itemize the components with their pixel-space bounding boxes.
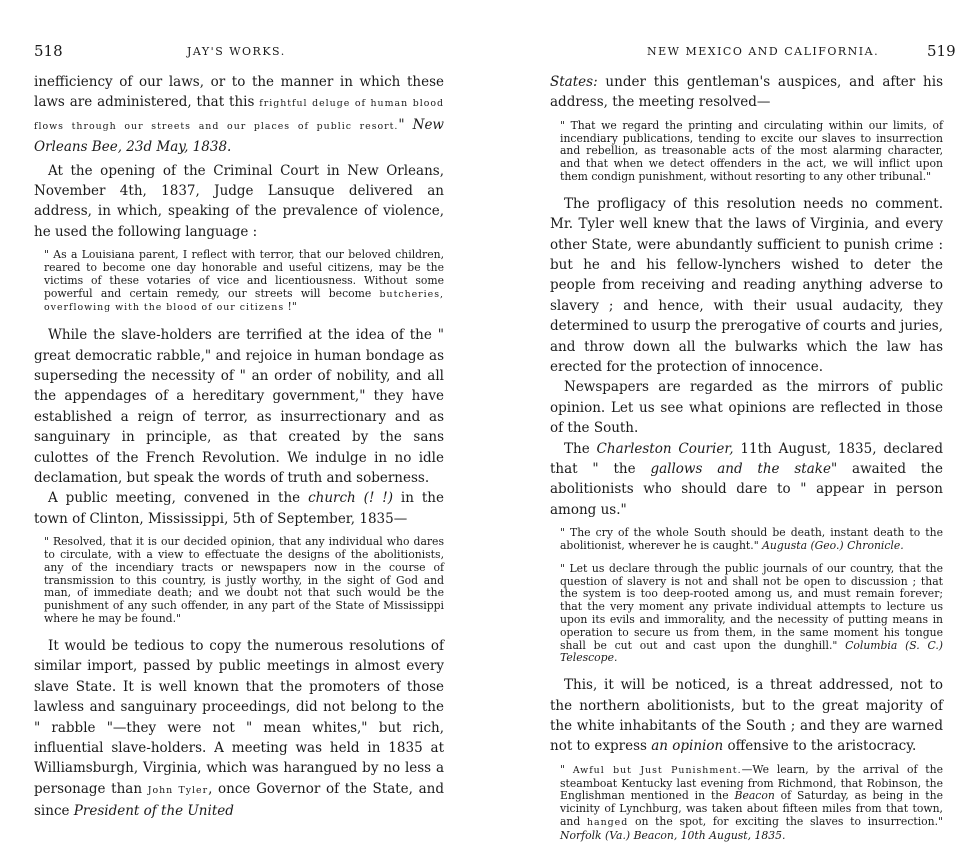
page-number: 519 (927, 42, 956, 60)
paragraph: The profligacy of this resolution needs no comment. Mr. Tyler well knew that the laws of Virginia, and every other State, were abundantly sufficient to punish crime : but he and his fellow-lynchers wished to deter the people from receiving and reading anything adverse to slavery ; and hence, with their usual audacity, they determined to usurp the prerogative of courts and juries, and throw down all the bulwarks which the law has erected for the protection of innocence. (550, 195, 943, 376)
paragraph: It would be tedious to copy the numerous resolutions of similar import, passed by public meetings in almost every slave State. It is well known that the promoters of those lawless and sanguinary proceedings, did not belong to the " rabble "—they were not " mean whites," but rich, influential slave-holders. A meeting was held in 1835 at Williamsburgh, Virginia, which was harangued by no less a personage than John Tyler, once Governor of the State, and since President of the United (34, 637, 444, 820)
quotation: " The cry of the whole South should be death, instant death to the abolitionist, wherever he is caught." Augusta (Geo.) Chronicle. (560, 526, 943, 553)
paragraph: This, it will be noticed, is a threat addressed, not to the northern abolitionists, but to the great majority of the white inhabitants of the South ; and they are warned not to express an opinion offensive to the aristocracy. (550, 677, 943, 755)
quotation: " That we regard the printing and circulating within our limits, of incendiary publications, tending to excite our slaves to insurrection and rebellion, as treasonable acts of the most alarming character, and that when we detect offenders in the act, we will inflict upon them condign punishment, without resorting to any other tribunal." (560, 118, 943, 183)
paragraph: States: under this gentleman's auspices, and after his address, the meeting resolved— (550, 74, 943, 111)
right-page (490, 0, 980, 842)
paragraph: While the slave-holders are terrified at the idea of the " great democratic rabble," and rejoice in human bondage as superseding the necessity of " an order of nobility, and all the appendages of a hereditary government," they have established a reign of terror, as insurrectionary and as sanguinary in principle, as that created by the sans culottes of the French Revolution. We indulge in no idle declamation, but speak the words of truth and soberness. (34, 327, 444, 487)
running-head: NEW MEXICO AND CALIFORNIA. (647, 45, 880, 58)
running-head: JAY'S WORKS. (187, 45, 286, 58)
paragraph: A public meeting, convened in the church (! !) in the town of Clinton, Mississippi, 5th of September, 1835— (34, 490, 444, 527)
quotation: " As a Louisiana parent, I reflect with terror, that our beloved children, reared to become one day honorable and useful citizens, may be the victims of these votaries of vice and licentiousness. Without some powerful and certain remedy, our streets will become butcheries, overflowing with the blood of our citizens !" (44, 248, 444, 314)
quotation: " Awful but Just Punishment.—We learn, by the arrival of the steamboat Kentucky last evening from Richmond, that Robinson, the Englishman mentioned in the Beacon of Saturday, as being in the vicinity of Lynchburg, was taken about fifteen miles from that town, and hanged on the spot, for exciting the slaves to insurrection." Norfolk (Va.) Beacon, 10th August, 1835. (560, 762, 944, 842)
left-page (0, 0, 490, 820)
paragraph: inefficiency of our laws, or to the manner in which these laws are administered, that this frightful deluge of human blood flows through our streets and our places of public resort." New Orleans Bee, 23d May, 1838. (34, 74, 444, 156)
left-text-column (34, 72, 444, 822)
paragraph: Newspapers are regarded as the mirrors of public opinion. Let us see what opinions are reflected in those of the South. (550, 379, 943, 437)
paragraph: At the opening of the Criminal Court in New Orleans, November 4th, 1837, Judge Lansuque delivered an address, in which, speaking of the prevalence of violence, he used the following language : (34, 162, 444, 240)
page-number: 518 (34, 42, 63, 60)
quotation: " Let us declare through the public journals of our country, that the question of slavery is not and shall not be open to discussion ; that the system is too deep-rooted among us, and must remain forever; that the very moment any private individual attempts to lecture us upon its evils and immorality, and the necessity of putting means in operation to secure us from them, in the same moment his tongue shall be cut out and cast upon the dunghill." Columbia (S. C.) Telescope. (560, 561, 943, 665)
quotation: " Resolved, that it is our decided opinion, that any individual who dares to circulate, with a view to effectuate the designs of the abolitionists, any of the incendiary tracts or newspapers now in the course of transmission to this country, is justly worthy, in the sight of God and man, of immediate death; and we doubt not that such would be the punishment of any such offender, in any part of the State of Mississippi where he may be found." (44, 535, 444, 626)
paragraph: The Charleston Courier, 11th August, 1835, declared that " the gallows and the stake" awaited the abolitionists who should dare to " appear in person among us." (550, 440, 943, 518)
right-text-column (550, 72, 943, 853)
